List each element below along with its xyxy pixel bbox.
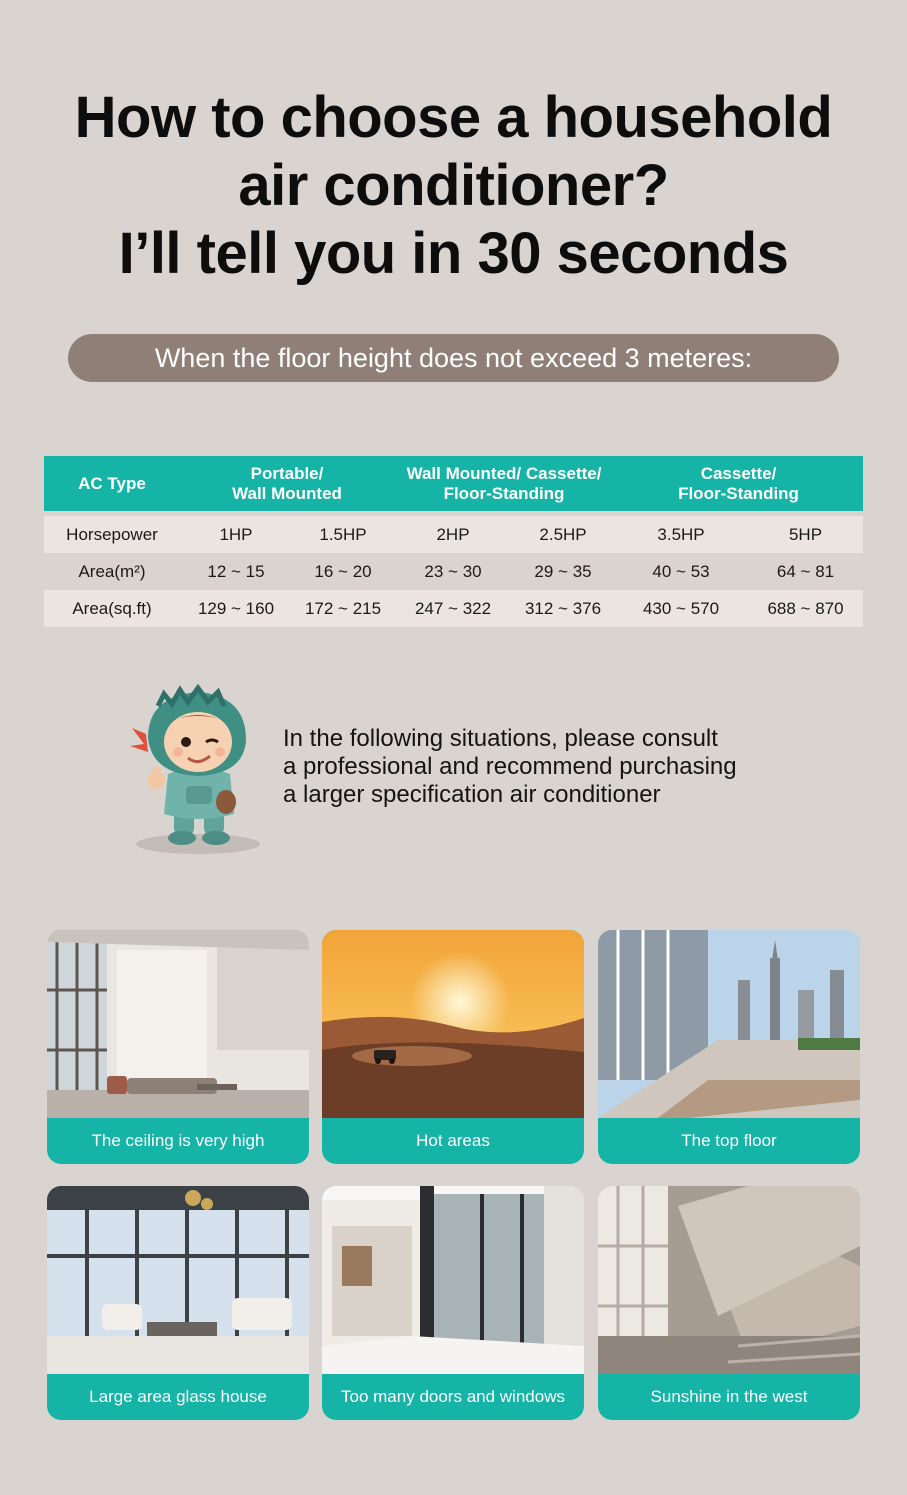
card-hot-areas [322, 930, 584, 1164]
table-cell: 430 ~ 570 [614, 590, 748, 627]
table-cell: 64 ~ 81 [748, 553, 863, 590]
card-caption: The top floor [681, 1131, 777, 1150]
header-portable-line2: Wall Mounted [232, 483, 342, 503]
row-label: Horsepower [44, 514, 180, 554]
header-ac-type: AC Type [44, 456, 180, 514]
header-portable-line1: Portable/ [250, 463, 324, 483]
header-wall-line2: Floor-Standing [443, 483, 565, 503]
header-cassette-floor [614, 456, 863, 514]
advice-line-1: In the following situations, please consult [283, 725, 718, 752]
header-wall-line1: Wall Mounted/ Cassette/ [406, 463, 602, 483]
table-cell: 172 ~ 215 [292, 590, 394, 627]
title-line-2: air conditioner? [238, 153, 669, 218]
header-portable-wall [180, 456, 394, 514]
advice-line-3: a larger specification air conditioner [283, 781, 661, 808]
row-label: Area(sq.ft) [44, 590, 180, 627]
advice-line-2: a professional and recommend purchasing [283, 753, 737, 780]
desert-sunset-photo-icon [322, 930, 584, 1118]
table-cell: 5HP [748, 514, 863, 554]
table-cell: 129 ~ 160 [180, 590, 292, 627]
table-row-area-m2 [44, 553, 863, 590]
table-cell: 247 ~ 322 [394, 590, 512, 627]
table-row-horsepower [44, 514, 863, 554]
floor-height-banner: When the floor height does not exceed 3 meteres: [68, 334, 839, 382]
card-high-ceiling [47, 930, 309, 1164]
rooftop-terrace-photo-icon [598, 930, 860, 1118]
card-caption: Large area glass house [89, 1387, 267, 1406]
advice-text [283, 725, 843, 809]
table-cell: 2HP [394, 514, 512, 554]
header-cassette-line2: Floor-Standing [678, 483, 799, 503]
title-line-3: I’ll tell you in 30 seconds [118, 221, 789, 286]
table-cell: 16 ~ 20 [292, 553, 394, 590]
table-cell: 312 ~ 376 [512, 590, 614, 627]
row-label: Area(m²) [44, 553, 180, 590]
sunlit-window-photo-icon [598, 1186, 860, 1374]
table-cell: 1.5HP [292, 514, 394, 554]
card-caption: The ceiling is very high [91, 1131, 265, 1150]
card-caption: Hot areas [416, 1131, 490, 1150]
table-cell: 40 ~ 53 [614, 553, 748, 590]
page-title [0, 84, 907, 288]
table-row-area-sqft [44, 590, 863, 627]
header-cassette-line1: Cassette/ [700, 463, 777, 483]
card-caption: Too many doors and windows [341, 1387, 565, 1406]
dinosaur-mascot-icon [118, 682, 278, 862]
table-cell: 29 ~ 35 [512, 553, 614, 590]
card-top-floor [598, 930, 860, 1164]
table-cell: 2.5HP [512, 514, 614, 554]
card-glass-house [47, 1186, 309, 1420]
card-caption: Sunshine in the west [650, 1387, 808, 1406]
card-west-sunshine [598, 1186, 860, 1420]
table-cell: 12 ~ 15 [180, 553, 292, 590]
table-cell: 3.5HP [614, 514, 748, 554]
table-header-row [44, 456, 863, 514]
table-cell: 688 ~ 870 [748, 590, 863, 627]
sliding-doors-photo-icon [322, 1186, 584, 1374]
title-line-1: How to choose a household [74, 85, 833, 150]
ac-spec-table [44, 456, 863, 627]
table-cell: 1HP [180, 514, 292, 554]
high-ceiling-room-photo-icon [47, 930, 309, 1118]
card-doors-windows [322, 1186, 584, 1420]
glass-house-photo-icon [47, 1186, 309, 1374]
table-cell: 23 ~ 30 [394, 553, 512, 590]
header-wall-cassette-floor [394, 456, 614, 514]
